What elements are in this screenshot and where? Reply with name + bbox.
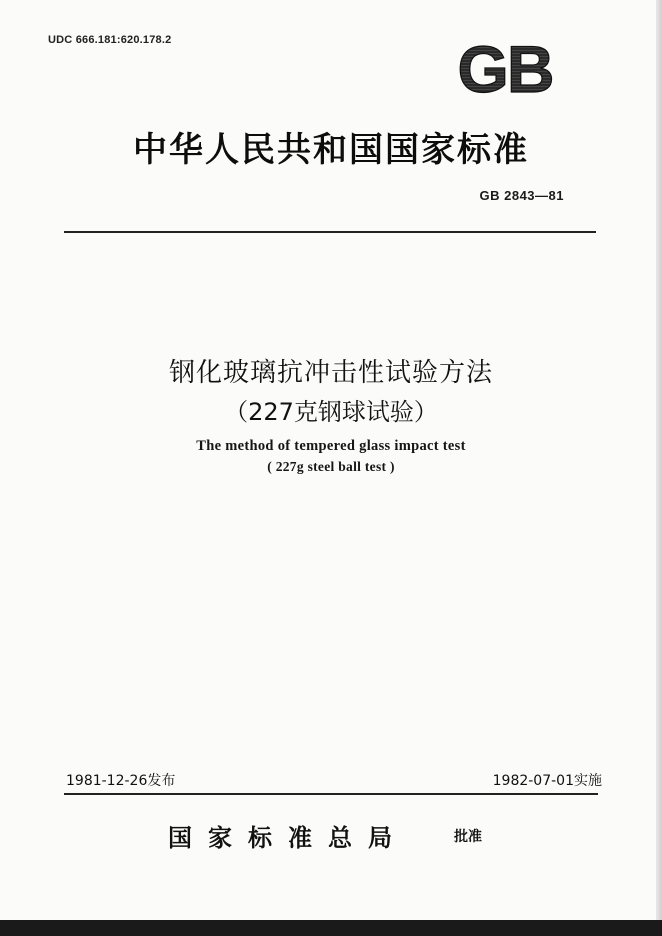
gb-logo — [440, 34, 570, 100]
gb-logo-text: GB — [457, 34, 553, 100]
header-divider — [64, 231, 596, 233]
issue-date: 1981-12-26发布 — [66, 773, 176, 789]
national-standard-heading: 中华人民共和国国家标准 — [133, 130, 529, 170]
scan-edge — [656, 0, 662, 936]
footer-divider — [64, 793, 598, 795]
document-title-en: The method of tempered glass impact test — [196, 438, 466, 454]
document-title-cn: 钢化玻璃抗冲击性试验方法 — [168, 358, 493, 388]
udc-code: UDC 666.181:620.178.2 — [48, 34, 172, 46]
document-subtitle-en: ( 227g steel ball test ) — [267, 459, 395, 474]
scan-bottom-band — [0, 920, 662, 936]
standard-number: GB 2843—81 — [479, 188, 564, 203]
publisher-name: 国家标准总局 — [168, 823, 408, 852]
document-subtitle-cn: （227克钢球试验） — [224, 398, 438, 426]
effective-date: 1982-07-01实施 — [492, 773, 602, 789]
approval-mark: 批准 — [454, 829, 482, 845]
